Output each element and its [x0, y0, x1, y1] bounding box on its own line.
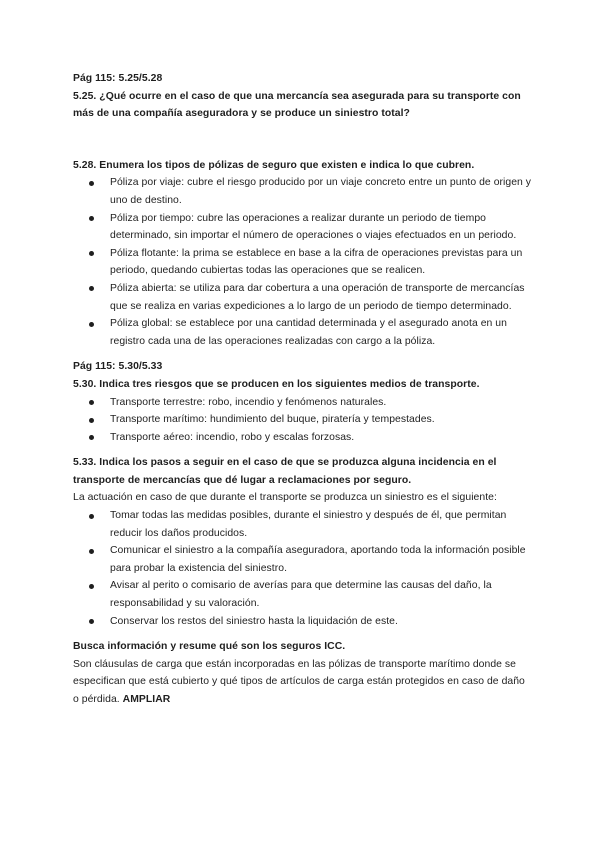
- incident-steps-list: [73, 507, 533, 630]
- expand-note: AMPLIAR: [122, 694, 171, 705]
- list-item: Comunicar el siniestro a la compañía aseguradora, aportando toda la información posible para probar la existencia del siniestro.: [73, 542, 533, 577]
- list-item: Póliza flotante: la prima se establece en base a la cifra de operaciones previstas para un periodo, quedando cubiertas todas las operaciones que se realicen.: [73, 245, 533, 280]
- question-528: 5.28. Enumera los tipos de pólizas de seguro que existen e indica lo que cubren.: [73, 159, 475, 171]
- question-530: 5.30. Indica tres riesgos que se producen en los siguientes medios de transporte.: [73, 378, 480, 390]
- list-item: Póliza abierta: se utiliza para dar cobertura a una operación de transporte de mercancías que se realiza en varias expediciones a lo largo de un periodo de tiempo determinado.: [73, 280, 533, 315]
- policy-types-list: [73, 174, 533, 350]
- list-item: Transporte aéreo: incendio, robo y escalas forzosas.: [73, 429, 533, 447]
- answer-icc-text: Son cláusulas de carga que están incorporadas en las pólizas de transporte marítimo donde se especifican que está cubierto y qué tipos de artículos de carga están protegidos en caso de daño o pérdida.: [73, 658, 525, 705]
- transport-risks-list: [73, 394, 533, 447]
- list-item: Póliza por tiempo: cubre las operaciones a realizar durante un periodo de tiempo determinado, sin importar el número de operaciones o viajes efectuados en un periodo.: [73, 210, 533, 245]
- list-item: Póliza global: se establece por una cantidad determinada y el asegurado anota en un registro cada una de las operaciones realizadas con cargo a la póliza.: [73, 315, 533, 350]
- answer-533-intro: La actuación en caso de que durante el transporte se produzca un siniestro es el siguiente:: [73, 492, 497, 504]
- list-item: Transporte terrestre: robo, incendio y fenómenos naturales.: [73, 394, 533, 412]
- list-item: Transporte marítimo: hundimiento del buque, piratería y tempestades.: [73, 411, 533, 429]
- question-525: 5.25. ¿Qué ocurre en el caso de que una mercancía sea asegurada para su transporte con más de una compañía aseguradora y se produce un siniestro total?: [73, 90, 521, 120]
- list-item: Póliza por viaje: cubre el riesgo producido por un viaje concreto entre un punto de origen y uno de destino.: [73, 174, 533, 209]
- question-533: 5.33. Indica los pasos a seguir en el caso de que se produzca alguna incidencia en el transporte de mercancías que dé lugar a reclamaciones por seguro.: [73, 457, 497, 486]
- list-item: Conservar los restos del siniestro hasta la liquidación de este.: [73, 613, 533, 631]
- answer-icc: [73, 656, 533, 709]
- section-heading-530-533: Pág 115: 5.30/5.33: [73, 361, 163, 373]
- section-heading-525-528: Pág 115: 5.25/5.28: [73, 73, 163, 84]
- question-icc: Busca información y resume qué son los seguros ICC.: [73, 641, 346, 653]
- list-item: Avisar al perito o comisario de averías para que determine las causas del daño, la responsabilidad y su valoración.: [73, 577, 533, 612]
- list-item: Tomar todas las medidas posibles, durante el siniestro y después de él, que permitan reducir los daños producidos.: [73, 507, 533, 542]
- document-body: [73, 70, 533, 709]
